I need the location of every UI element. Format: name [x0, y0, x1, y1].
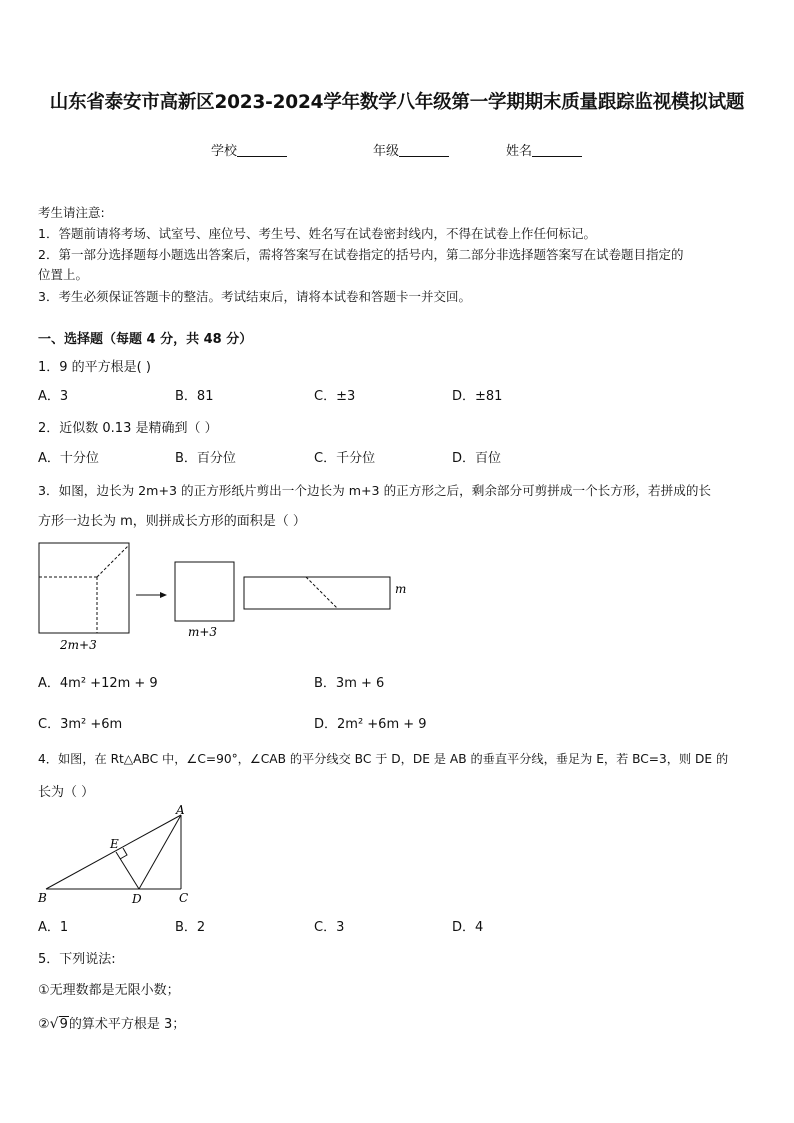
notice-item-1: 1．答题前请将考场、试室号、座位号、考生号、姓名写在试卷密封线内，不得在试卷上作任何标记。 — [38, 226, 596, 241]
q5-item-1: ①无理数都是无限小数； — [38, 983, 180, 998]
name-blank[interactable] — [532, 144, 582, 157]
q5-stem: 5．下列说法: — [38, 952, 116, 967]
q3-big-square — [39, 543, 129, 633]
q3-big-label: 2m+3 — [60, 638, 97, 652]
q2-option-b[interactable]: B．百分位 — [175, 451, 236, 466]
q3-rect-dash — [306, 577, 338, 609]
q2-option-c[interactable]: C．千分位 — [314, 451, 376, 466]
school-label: 学校 — [211, 144, 238, 159]
q3-dash-diag — [97, 545, 129, 577]
q5-item-2-text: 的算术平方根是 3； — [68, 1017, 186, 1032]
notice-heading: 考生请注意: — [38, 205, 105, 220]
grade-blank[interactable] — [399, 144, 449, 157]
q5-item-2 — [38, 1013, 185, 1032]
q1-option-b[interactable]: B．81 — [175, 389, 214, 404]
q4-option-a[interactable]: A．1 — [38, 920, 69, 935]
page-title: 山东省泰安市高新区2023-2024学年数学八年级第一学期期末质量跟踪监视模拟试题 — [49, 92, 745, 113]
notice-item-3: 3．考生必须保证答题卡的整洁。考试结束后，请将本试卷和答题卡一并交回。 — [38, 289, 471, 304]
q5-item-2-marker: ② — [38, 1017, 50, 1032]
q3-option-a[interactable]: A．4m² +12m + 9 — [38, 676, 158, 691]
q4-label-a: A — [176, 803, 185, 817]
q3-option-b[interactable]: B．3m + 6 — [314, 676, 385, 691]
q3-stem-line-1: 3．如图，边长为 2m+3 的正方形纸片剪出一个边长为 m+3 的正方形之后，剩余部分可剪拼成一个长方形，若拼成的长 — [38, 483, 712, 498]
q2-option-a[interactable]: A．十分位 — [38, 451, 99, 466]
q3-option-c[interactable]: C．3m² +6m — [38, 717, 123, 732]
q4-label-c: C — [179, 891, 189, 905]
q1-option-a[interactable]: A．3 — [38, 389, 69, 404]
q2-stem: 2．近似数 0.13 是精确到（ ） — [38, 421, 218, 436]
q4-side-ab — [46, 815, 181, 889]
q3-figure — [30, 535, 420, 655]
q1-option-d[interactable]: D．±81 — [452, 389, 503, 404]
q4-stem-line-1: 4．如图，在 Rt△ABC 中，∠C=90°，∠CAB 的平分线交 BC 于 D，DE 是 AB 的垂直平分线，垂足为 E，若 BC=3，则 DE 的 — [38, 752, 729, 766]
notice-item-2-cont: 位置上。 — [38, 267, 89, 282]
q4-figure — [30, 800, 210, 910]
q3-stem-line-2: 方形一边长为 m，则拼成长方形的面积是（ ） — [38, 514, 306, 529]
grade-field — [373, 140, 449, 159]
q4-stem-line-2: 长为（ ） — [38, 785, 95, 800]
q4-option-d[interactable]: D．4 — [452, 920, 484, 935]
q3-rectangle — [244, 577, 390, 609]
notice-item-2: 2．第一部分选择题每小题选出答案后，需将答案写在试卷指定的括号内，第二部分非选择题答案写在试卷题目指定的 — [38, 247, 684, 262]
right-angle-icon — [120, 848, 127, 859]
q4-label-e: E — [110, 837, 119, 851]
name-field — [506, 140, 582, 159]
grade-label: 年级 — [373, 144, 400, 159]
q4-label-b: B — [38, 891, 47, 905]
school-blank[interactable] — [237, 144, 287, 157]
name-label: 姓名 — [506, 144, 533, 159]
q4-segment-de — [116, 852, 139, 889]
q4-label-d: D — [132, 892, 142, 906]
q5-radicand: 9 — [59, 1017, 68, 1032]
q2-option-d[interactable]: D．百位 — [452, 451, 502, 466]
q3-small-square — [175, 562, 234, 621]
q4-option-c[interactable]: C．3 — [314, 920, 345, 935]
section-heading: 一、选择题（每题 4 分，共 48 分） — [38, 332, 253, 347]
q1-option-c[interactable]: C．±3 — [314, 389, 356, 404]
arrow-right-icon — [160, 592, 167, 598]
q3-small-label: m+3 — [188, 625, 218, 639]
school-field — [211, 140, 287, 159]
q1-stem: 1．9 的平方根是( ) — [38, 360, 151, 375]
q3-rect-label: m — [395, 582, 407, 596]
q3-option-d[interactable]: D．2m² +6m + 9 — [314, 717, 427, 732]
q4-option-b[interactable]: B．2 — [175, 920, 206, 935]
sqrt-icon: √ — [49, 1016, 59, 1032]
